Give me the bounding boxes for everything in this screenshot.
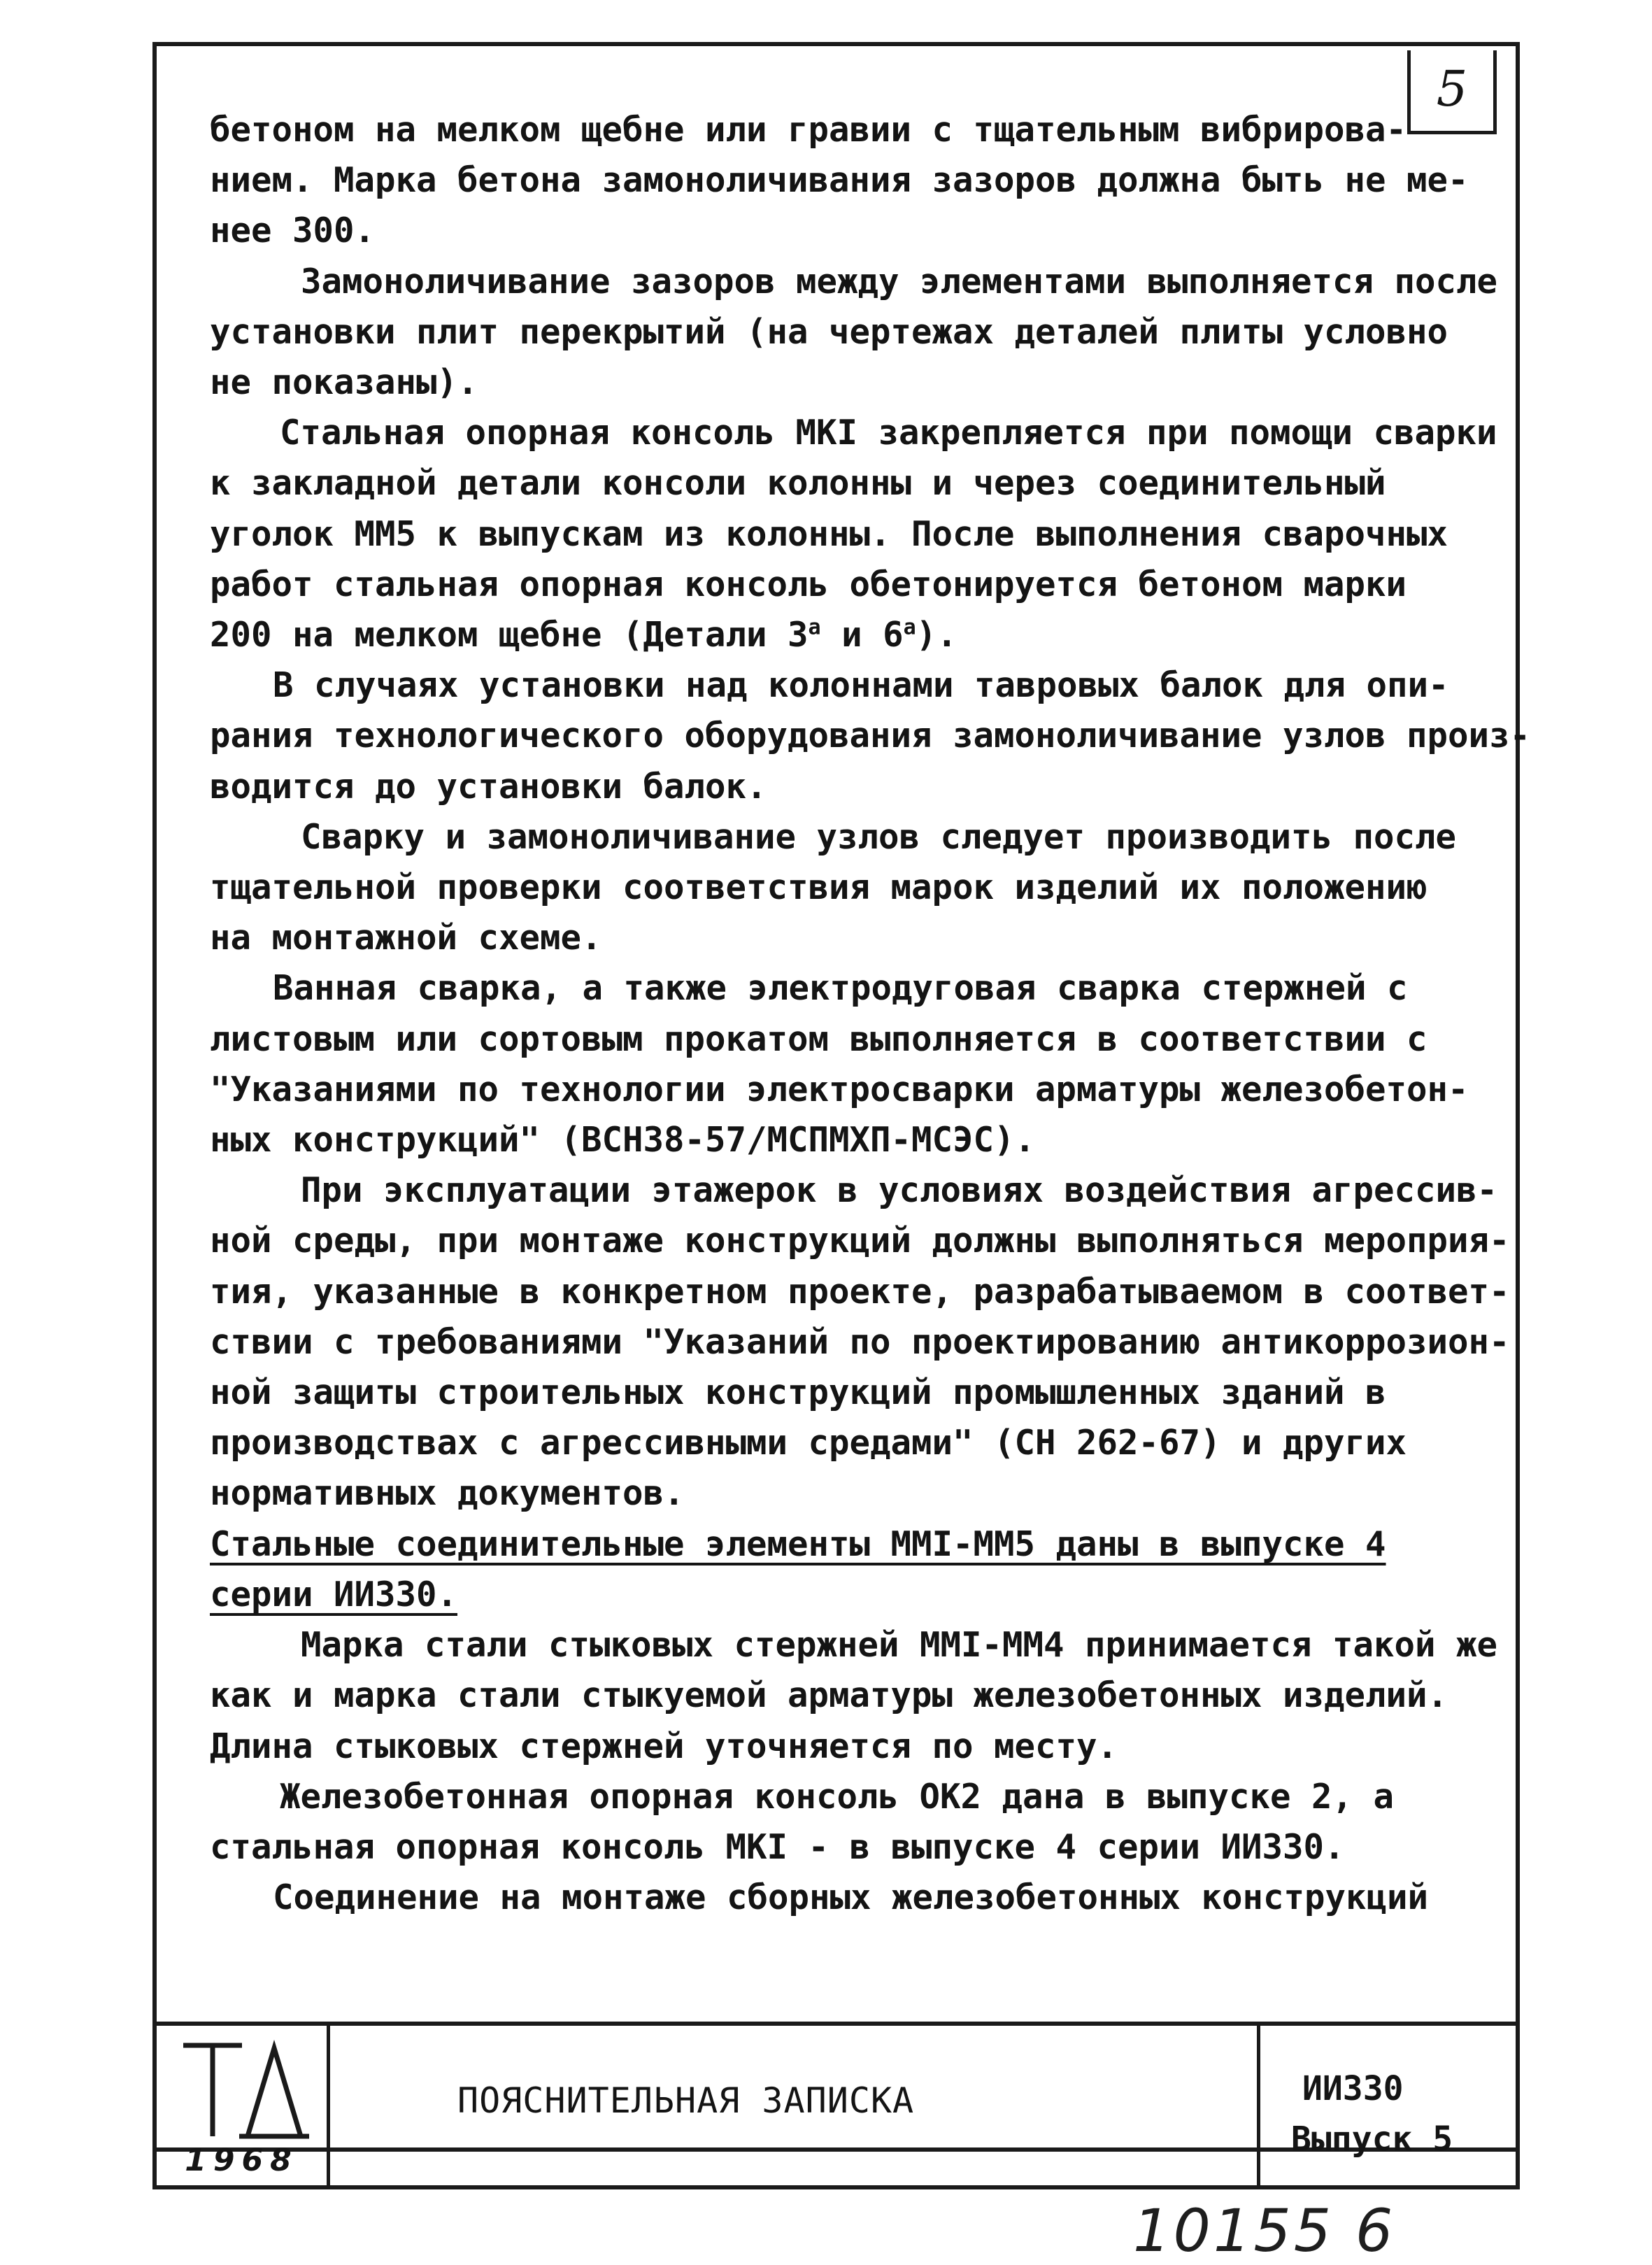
text-line: При эксплуатации этажерок в условиях воздействия агрессив-	[301, 1170, 1498, 1211]
text-line: "Указаниями по технологии электросварки арматуры железобетон-	[210, 1069, 1469, 1109]
detail-ref-text: 200 на мелком щебне (Детали 3	[210, 615, 809, 655]
text-line: ной среды, при монтаже конструкций должны выполняться мероприя-	[210, 1221, 1510, 1261]
text-line: установки плит перекрытий (на чертежах деталей плиты условно	[210, 311, 1448, 352]
archive-number: 10155 6	[1133, 2196, 1396, 2265]
text-line: ствии с требованиями "Указаний по проектированию антикоррозион-	[210, 1321, 1510, 1362]
text-line: рания технологического оборудования замоноличивание узлов произ-	[210, 716, 1531, 756]
text-line: ных конструкций" (ВСН38-57/МСПМХП-МСЭС).	[210, 1120, 1036, 1160]
text-line: нормативных документов.	[210, 1473, 685, 1514]
text-line: тщательной проверки соответствия марок изделий их положению	[210, 867, 1427, 908]
text-line: стальная опорная консоль МКI - в выпуске 4 серии ИИ330.	[210, 1826, 1345, 1867]
text-line: Ванная сварка, а также электродуговая сварка стержней с	[273, 968, 1408, 1009]
text-line: производствах с агрессивными средами" (СН 262-67) и других	[210, 1423, 1407, 1463]
title-block-logo-cell	[157, 2026, 330, 2185]
paragraph-4	[210, 660, 1531, 812]
text-line: к закладной детали консоли колонны и через соединительный	[210, 463, 1386, 504]
text-line: водится до установки балок.	[210, 766, 767, 807]
paragraph-10	[210, 1772, 1511, 1873]
paragraph-3	[210, 408, 1511, 660]
issue-number: Выпуск 5	[1291, 2120, 1453, 2159]
superscript-a: а	[808, 615, 821, 640]
paragraph-2	[210, 257, 1511, 409]
text-line: Соединение на монтаже сборных железобетонных конструкций	[273, 1877, 1429, 1918]
text-line: бетоном на мелком щебне или гравии с тщательным вибрирова-	[210, 110, 1407, 150]
td-logo-icon	[178, 2038, 311, 2143]
text-line: Сварку и замоноличивание узлов следует производить после	[301, 816, 1457, 857]
paragraph-6	[210, 963, 1511, 1165]
document-body	[210, 105, 1531, 1923]
text-line: Железобетонная опорная консоль ОК2 дана в выпуске 2, а	[280, 1776, 1395, 1817]
text-line-underlined: серии ИИ330.	[210, 1574, 458, 1614]
text-line: нием. Марка бетона замоноличивания зазоров должна быть не ме-	[210, 160, 1469, 201]
superscript-a: а	[903, 615, 916, 640]
text-line: Замоноличивание зазоров между элементами выполняется после	[301, 261, 1498, 301]
text-line: листовым или сортовым прокатом выполняется в соответствии с	[210, 1018, 1427, 1059]
paragraph-5	[210, 812, 1511, 964]
title-block-year: 1968	[185, 2143, 299, 2178]
paragraph-11	[210, 1873, 1511, 1923]
title-block	[152, 2022, 1520, 2189]
title-block-code-cell	[1257, 2026, 1516, 2185]
series-code: ИИ330	[1302, 2069, 1404, 2108]
text-line: Марка стали стыковых стержней ММI-ММ4 принимается такой же	[301, 1625, 1498, 1666]
paragraph-1	[210, 105, 1511, 257]
paragraph-8-underlined	[210, 1519, 1511, 1620]
text-line-with-superscripts	[210, 610, 1511, 660]
paragraph-9	[210, 1620, 1511, 1772]
detail-ref-text: и 6	[820, 615, 904, 655]
text-line: не показаны).	[210, 362, 478, 403]
text-line: ной защиты строительных конструкций промышленных зданий в	[210, 1372, 1386, 1413]
text-line-underlined: Стальные соединительные элементы ММI-ММ5 даны в выпуске 4	[210, 1524, 1386, 1564]
paragraph-7	[210, 1165, 1511, 1519]
document-title: ПОЯСНИТЕЛЬНАЯ ЗАПИСКА	[457, 2080, 915, 2121]
text-line: работ стальная опорная консоль обетонируется бетоном марки	[210, 564, 1407, 604]
text-line: как и марка стали стыкуемой арматуры железобетонных изделий.	[210, 1675, 1448, 1716]
text-line: Стальная опорная консоль МКI закрепляется при помощи сварки	[280, 413, 1497, 453]
text-line: на монтажной схеме.	[210, 918, 602, 958]
text-line: нее 300.	[210, 211, 376, 251]
text-line: В случаях установки над колоннами тавровых балок для опи-	[273, 665, 1449, 706]
detail-ref-text: ).	[916, 615, 957, 655]
page-number: 5	[1436, 60, 1468, 118]
text-line: уголок ММ5 к выпускам из колонны. После выполнения сварочных	[210, 513, 1448, 554]
text-line: тия, указанные в конкретном проекте, разрабатываемом в соответ-	[210, 1271, 1510, 1312]
text-line: Длина стыковых стержней уточняется по месту.	[210, 1726, 1118, 1766]
